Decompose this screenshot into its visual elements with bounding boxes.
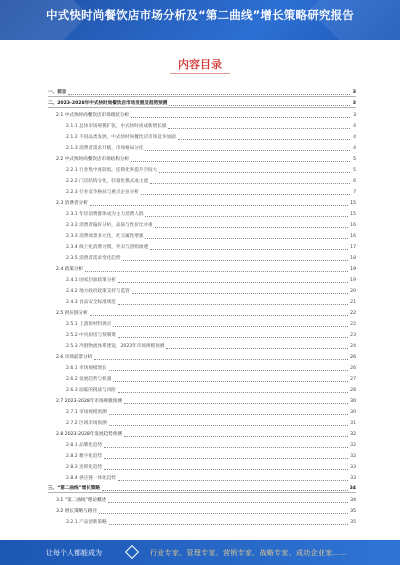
toc-entry[interactable] [48, 295, 356, 306]
toc-leader-dots [109, 414, 348, 415]
toc-leader-dots [132, 293, 348, 294]
toc-entry[interactable] [48, 163, 356, 174]
toc-leader-dots [168, 128, 350, 129]
toc-entry[interactable] [48, 449, 356, 460]
toc-leader-dots [118, 480, 348, 481]
toc-entry-title: 三、“第二曲线”增长策略 [48, 486, 100, 491]
toc-entry[interactable] [48, 306, 356, 317]
toc-entry-page: 26 [350, 366, 356, 371]
toc-entry-title: 2.8.2 数字化趋势 [66, 454, 103, 459]
toc-entry[interactable] [48, 152, 356, 163]
toc-entry-title: 2.2 中式快时尚餐饮店市场结构分析 [56, 157, 130, 162]
toc-leader-dots [145, 150, 350, 151]
toc-entry-title: 2.4.2 地方政府政策支持与监管 [66, 289, 130, 294]
toc-entry-page: 22 [350, 311, 356, 316]
toc-entry-title: 2.2.1 行业集中度较低，连锁化率提升空间大 [66, 168, 158, 173]
toc-leader-dots [90, 315, 348, 316]
toc-entry[interactable] [48, 207, 356, 218]
toc-entry-page: 4 [353, 124, 356, 129]
toc-entry-page: 35 [350, 509, 356, 514]
toc-entry-title: 2.2.2 门店结构分化，轻量化模式成主流 [66, 179, 149, 184]
toc-leader-dots [131, 161, 350, 162]
toc-entry-title: 2.7.2 区域市场预测 [66, 421, 107, 426]
toc-entry-title: 2.4.3 食品安全标准规范 [66, 300, 116, 305]
toc-entry[interactable] [48, 416, 356, 427]
toc-leader-dots [99, 513, 348, 514]
toc-entry-title: 2.3.4 线上化消费习惯，外卖与团购渗透 [66, 245, 149, 250]
toc-entry-title: 2.7 2023-2028年市场规模预测 [56, 399, 122, 404]
toc-entry[interactable] [48, 108, 356, 119]
toc-entry[interactable] [48, 372, 356, 383]
toc-entry-page: 32 [350, 443, 356, 448]
toc-entry[interactable] [48, 86, 356, 97]
toc-entry-page: 21 [350, 300, 356, 305]
toc-entry-title: 2.1.3 消费者需求升级，市场格局分化 [66, 146, 144, 151]
footer-slogan: 让每个人都能成为 [46, 549, 102, 557]
toc-entry[interactable] [48, 361, 356, 372]
toc-entry[interactable] [48, 317, 356, 328]
toc-entry-page: 16 [350, 234, 356, 239]
toc-entry-page: 3 [352, 90, 356, 95]
toc-entry-title: 二、2023-2028年中式快时尚餐饮店市场发展及趋势预测 [48, 101, 168, 106]
toc-leader-dots [113, 326, 348, 327]
toc-entry-page: 30 [350, 410, 356, 415]
toc-leader-dots [124, 403, 348, 404]
report-title: 中式快时尚餐饮店市场分析及“第二曲线”增长策略研究报告 [45, 8, 354, 22]
toc-leader-dots [104, 458, 348, 459]
toc-entry[interactable] [48, 185, 356, 196]
toc-leader-dots [155, 227, 348, 228]
toc-entry-page: 17 [350, 245, 356, 250]
toc-entry-page: 33 [350, 476, 356, 481]
toc-leader-dots [124, 436, 348, 437]
toc-entry[interactable] [48, 251, 356, 262]
toc-entry[interactable] [48, 328, 356, 339]
toc-leader-dots [109, 524, 348, 525]
toc-entry[interactable] [48, 119, 356, 130]
toc-entry-title: 2.1 中式快时尚餐饮店市场现状分析 [56, 113, 130, 118]
toc-entry-title: 3.2 增长策略与路径 [56, 509, 97, 514]
toc-entry-title: 2.8.1 品牌化趋势 [66, 443, 103, 448]
toc-entry-page: 35 [350, 520, 356, 525]
toc-entry-page: 34 [350, 498, 356, 503]
toc-leader-dots [145, 238, 348, 239]
toc-entry-title: 2.5.2 中央厨房与预制菜 [66, 333, 116, 338]
toc-leader-dots [68, 94, 350, 95]
toc-entry-title: 2.3.3 消费场景多元化，社交属性增强 [66, 234, 144, 239]
toc-entry[interactable] [48, 350, 356, 361]
toc-entry-page: 20 [350, 289, 356, 294]
toc-entry-title: 3.2.1 产品创新策略 [66, 520, 107, 525]
toc-entry-page: 5 [353, 157, 356, 162]
toc-leader-dots [150, 249, 348, 250]
toc-entry-page: 33 [350, 465, 356, 470]
header-banner [0, 0, 400, 40]
toc-entry-title: 2.3.5 消费者需求变化趋势 [66, 256, 121, 261]
toc-entry-title: 2.1.1 总体市场规模扩张，中式快时尚成新增长极 [66, 124, 167, 129]
toc-entry[interactable] [48, 504, 356, 515]
toc-leader-dots [118, 282, 348, 283]
toc-entry-page: 19 [350, 278, 356, 283]
toc-leader-dots [123, 260, 349, 261]
toc-entry-title: 2.6.2 发展趋势与机遇 [66, 377, 112, 382]
toc-entry-title: 2.6 市场前景分析 [56, 355, 93, 360]
toc-leader-dots [145, 216, 348, 217]
toc-entry-title: 2.5.3 冷链物流体系建设，2023年市场规模预测 [66, 344, 165, 349]
toc-leader-dots [118, 392, 348, 393]
toc-entry-page: 24 [350, 344, 356, 349]
toc-leader-dots [166, 348, 348, 349]
toc-entry-page: 18 [350, 256, 356, 261]
toc-heading-underline [170, 73, 230, 74]
toc-leader-dots [104, 469, 348, 470]
toc-leader-dots [108, 502, 348, 503]
toc-leader-dots [169, 105, 350, 106]
toc-entry-title: 3.1 “第二曲线”理论概述 [56, 498, 107, 503]
toc-leader-dots [109, 425, 348, 426]
toc-entry-page: 4 [353, 135, 356, 140]
toc-entry[interactable] [48, 218, 356, 229]
toc-entry-page: 32 [350, 432, 356, 437]
toc-entry-page: 4 [353, 146, 356, 151]
toc-entry-page: 15 [350, 201, 356, 206]
toc-entry-page: 19 [350, 267, 356, 272]
toc-entry[interactable] [48, 240, 356, 251]
toc-entry-title: 2.8.4 供应链一体化趋势 [66, 476, 116, 481]
toc-entry[interactable] [48, 383, 356, 394]
toc-entry[interactable] [48, 438, 356, 449]
toc-entry-page: 15 [350, 212, 356, 217]
toc-entry-page: 27 [350, 377, 356, 382]
toc-entry-page: 7 [353, 190, 356, 195]
toc-leader-dots [150, 183, 350, 184]
toc-entry[interactable] [48, 262, 356, 273]
toc-entry-title: 2.8.3 连锁化趋势 [66, 465, 103, 470]
toc-leader-dots [141, 194, 350, 195]
toc-entry-page: 34 [349, 486, 356, 491]
toc-leader-dots [118, 337, 348, 338]
toc-entry[interactable] [48, 460, 356, 471]
toc-entry-title: 2.3 消费者分析 [56, 201, 88, 206]
toc-entry-title: 2.4.1 国家层面政策分析 [66, 278, 116, 283]
toc-entry-page: 16 [350, 223, 356, 228]
toc-entry-page: 5 [353, 168, 356, 173]
toc-entry[interactable] [48, 482, 356, 493]
toc-leader-dots [94, 359, 348, 360]
toc-entry-title: 2.1.2 不同品类发展，中式快时尚餐饮店市场竞争加剧 [66, 135, 176, 140]
toc-entry-title: 2.8 2023-2028年发展趋势预测 [56, 432, 122, 437]
toc-leader-dots [104, 447, 348, 448]
toc-entry-title: 2.6.3 面临的挑战与风险 [66, 388, 116, 393]
toc-entry-title: 2.7.1 市场规模预测 [66, 410, 107, 415]
toc-entry-title: 2.4 政策分析 [56, 267, 84, 272]
toc-entry[interactable] [48, 493, 356, 504]
toc-entry[interactable] [48, 229, 356, 240]
toc-leader-dots [90, 205, 348, 206]
toc-heading: 内容目录 [178, 58, 222, 71]
toc-entry[interactable] [48, 174, 356, 185]
table-of-contents [48, 86, 356, 525]
toc-entry[interactable] [48, 515, 356, 526]
toc-entry-page: 22 [350, 322, 356, 327]
toc-entry-title: 2.3.1 年轻消费群体成为主力消费人群 [66, 212, 144, 217]
toc-entry-title: 2.6.1 市场规模增长 [66, 366, 107, 371]
toc-entry[interactable] [48, 427, 356, 438]
toc-leader-dots [178, 139, 350, 140]
toc-leader-dots [118, 304, 348, 305]
toc-entry-title: 2.5.1 上游原材料供应 [66, 322, 112, 327]
toc-entry[interactable] [48, 471, 356, 482]
footer-tagline: 行业专家、管理专家、营销专家、战略专家、成功企业家…… [150, 549, 348, 557]
toc-entry[interactable] [48, 97, 356, 108]
toc-entry[interactable] [48, 141, 356, 152]
toc-entry-page: 3 [352, 101, 356, 106]
toc-entry[interactable] [48, 339, 356, 350]
toc-entry-title: 2.3.2 消费者偏好分析，品质与性价比并重 [66, 223, 153, 228]
toc-entry-title: 2.5 供应链分析 [56, 311, 88, 316]
toc-entry-page: 32 [350, 454, 356, 459]
toc-entry[interactable] [48, 284, 356, 295]
toc-entry-page: 23 [350, 333, 356, 338]
diamond-icon [125, 545, 139, 559]
toc-leader-dots [109, 370, 348, 371]
footer-bar [0, 540, 400, 565]
toc-entry-page: 26 [350, 355, 356, 360]
toc-entry-page: 6 [353, 179, 356, 184]
toc-entry-title: 2.2.3 行业竞争格局与重点企业分析 [66, 190, 139, 195]
toc-leader-dots [159, 172, 350, 173]
toc-entry-page: 31 [350, 421, 356, 426]
toc-entry[interactable] [48, 130, 356, 141]
toc-entry[interactable] [48, 196, 356, 207]
toc-entry[interactable] [48, 394, 356, 405]
toc-leader-dots [102, 490, 348, 491]
toc-leader-dots [113, 381, 348, 382]
toc-entry[interactable] [48, 405, 356, 416]
toc-entry-page: 28 [350, 388, 356, 393]
toc-entry[interactable] [48, 273, 356, 284]
toc-entry-page: 3 [353, 113, 356, 118]
toc-leader-dots [131, 117, 350, 118]
toc-entry-title: 一、前言 [48, 90, 67, 95]
toc-entry-page: 30 [350, 399, 356, 404]
toc-leader-dots [85, 271, 348, 272]
